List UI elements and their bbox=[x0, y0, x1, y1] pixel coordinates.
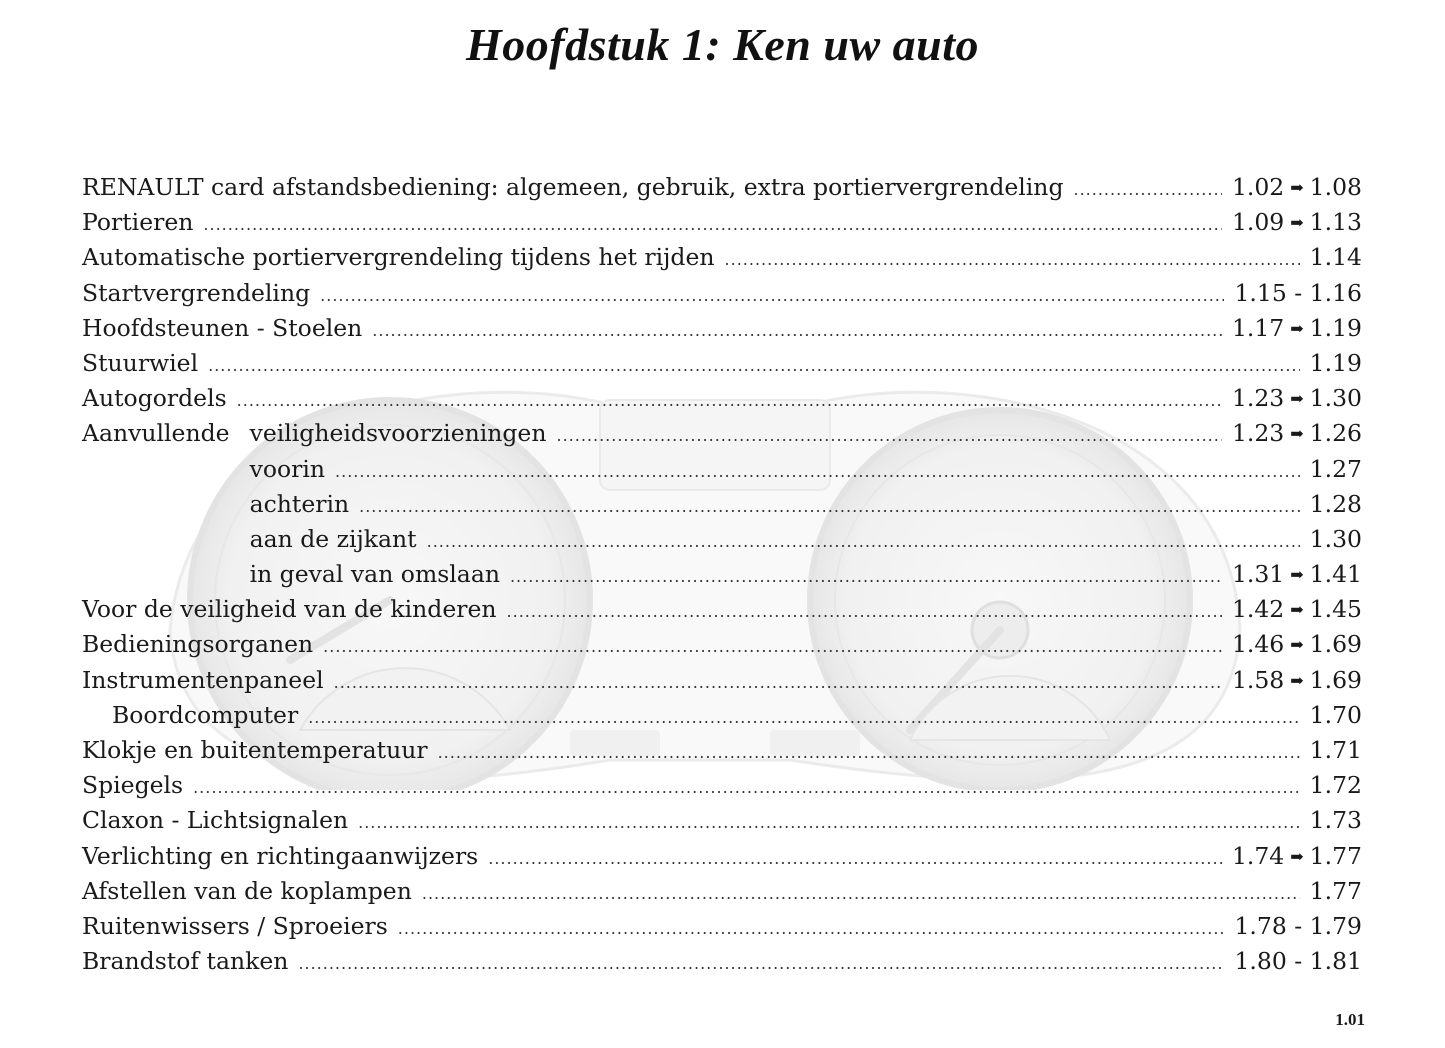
toc-entry bbox=[82, 592, 1362, 627]
toc-entry bbox=[82, 557, 1362, 592]
arrow-right-icon: ➡ bbox=[1290, 565, 1304, 585]
dot-leader bbox=[308, 700, 1299, 735]
toc-entry-label: Startvergrendeling bbox=[82, 278, 311, 307]
dot-leader bbox=[335, 454, 1300, 489]
page-range-separator: - bbox=[1286, 911, 1310, 940]
toc-entry-pages bbox=[1310, 487, 1362, 522]
toc-entry bbox=[82, 803, 1362, 838]
dot-leader bbox=[320, 278, 1224, 313]
page-to: 1.69 bbox=[1309, 630, 1362, 659]
toc-entry-pages bbox=[1310, 803, 1362, 838]
toc-entry bbox=[82, 698, 1362, 733]
page-from: 1.46 bbox=[1231, 630, 1285, 659]
toc-entry-pages bbox=[1310, 698, 1362, 733]
toc-entry-title bbox=[82, 487, 349, 522]
page-to: 1.73 bbox=[1309, 806, 1362, 835]
toc-entry-title bbox=[82, 733, 428, 768]
toc-entry bbox=[82, 663, 1362, 698]
arrow-right-icon: ➡ bbox=[1290, 670, 1304, 690]
toc-entry-pages bbox=[1232, 627, 1362, 662]
page-to: 1.69 bbox=[1309, 665, 1362, 694]
toc-entry-pages bbox=[1232, 170, 1362, 205]
page-to: 1.30 bbox=[1309, 524, 1362, 553]
toc-entry-pages bbox=[1234, 276, 1362, 311]
page-to: 1.77 bbox=[1309, 841, 1362, 870]
arrow-right-icon: ➡ bbox=[1290, 389, 1304, 409]
dot-leader bbox=[398, 911, 1225, 946]
page-from: 1.17 bbox=[1231, 313, 1285, 342]
toc-entry-label: voorin bbox=[249, 454, 326, 483]
toc-entry-title bbox=[82, 276, 310, 311]
table-of-contents bbox=[82, 170, 1362, 979]
page-to: 1.45 bbox=[1309, 595, 1362, 624]
page-to: 1.19 bbox=[1309, 348, 1362, 377]
toc-entry-label: veiligheidsvoorzieningen bbox=[249, 419, 547, 448]
page-to: 1.19 bbox=[1309, 313, 1362, 342]
page-from: 1.23 bbox=[1231, 384, 1285, 413]
page-from: 1.09 bbox=[1231, 208, 1285, 237]
toc-entry-label: Boordcomputer bbox=[112, 700, 299, 729]
page-from: 1.58 bbox=[1231, 665, 1285, 694]
toc-entry-prefix: Aanvullende bbox=[82, 419, 230, 448]
dot-leader bbox=[358, 805, 1300, 840]
toc-entry bbox=[82, 346, 1362, 381]
toc-entry-pages bbox=[1232, 205, 1362, 240]
toc-entry-title bbox=[82, 240, 715, 275]
toc-entry bbox=[82, 487, 1362, 522]
toc-entry-label: aan de zijkant bbox=[249, 524, 417, 553]
toc-entry-pages bbox=[1232, 557, 1362, 592]
toc-entry bbox=[82, 416, 1362, 451]
toc-entry-pages bbox=[1310, 733, 1362, 768]
toc-entry-title bbox=[82, 416, 546, 451]
toc-entry-pages bbox=[1310, 240, 1362, 275]
page-to: 1.77 bbox=[1309, 876, 1362, 905]
dot-leader bbox=[725, 242, 1300, 277]
toc-entry-label: Autogordels bbox=[82, 384, 227, 413]
toc-entry bbox=[82, 452, 1362, 487]
page-number: 1.01 bbox=[1335, 1010, 1365, 1029]
page-from: 1.15 bbox=[1234, 278, 1287, 307]
toc-entry bbox=[82, 276, 1362, 311]
dot-leader bbox=[556, 418, 1221, 453]
dot-leader bbox=[298, 946, 1224, 981]
toc-entry-label: in geval van omslaan bbox=[249, 560, 500, 589]
toc-entry-pages bbox=[1310, 452, 1362, 487]
arrow-right-icon: ➡ bbox=[1290, 318, 1304, 338]
page-to: 1.16 bbox=[1309, 278, 1362, 307]
toc-entry-title bbox=[82, 522, 417, 557]
page-to: 1.30 bbox=[1309, 384, 1362, 413]
toc-entry-pages bbox=[1232, 663, 1362, 698]
page-to: 1.26 bbox=[1309, 419, 1362, 448]
page-to: 1.28 bbox=[1309, 489, 1362, 518]
toc-entry bbox=[82, 874, 1362, 909]
toc-entry-label: Claxon - Lichtsignalen bbox=[82, 806, 349, 835]
dot-leader bbox=[193, 770, 1300, 805]
toc-entry bbox=[82, 627, 1362, 662]
page-from: 1.23 bbox=[1231, 419, 1285, 448]
toc-entry bbox=[82, 170, 1362, 205]
page-from: 1.80 bbox=[1234, 947, 1287, 976]
toc-entry bbox=[82, 909, 1362, 944]
arrow-right-icon: ➡ bbox=[1290, 846, 1304, 866]
toc-entry-title bbox=[82, 170, 1063, 205]
toc-entry-title bbox=[82, 698, 298, 733]
arrow-right-icon: ➡ bbox=[1290, 178, 1304, 197]
dot-leader bbox=[359, 489, 1300, 524]
toc-entry-title bbox=[82, 346, 198, 381]
page-range-separator: - bbox=[1286, 278, 1310, 307]
toc-entry-label: Voor de veiligheid van de kinderen bbox=[82, 595, 497, 624]
toc-entry-pages bbox=[1310, 346, 1362, 381]
toc-entry-label: achterin bbox=[249, 489, 350, 518]
arrow-right-icon: ➡ bbox=[1290, 600, 1304, 620]
page-to: 1.70 bbox=[1309, 700, 1362, 729]
page-to: 1.71 bbox=[1309, 736, 1362, 764]
toc-entry-title bbox=[82, 205, 193, 240]
toc-entry bbox=[82, 205, 1362, 240]
page-from: 1.02 bbox=[1231, 173, 1285, 201]
toc-entry bbox=[82, 768, 1362, 803]
toc-entry-title bbox=[82, 311, 362, 346]
toc-entry-title bbox=[82, 874, 412, 909]
toc-entry-label: Stuurwiel bbox=[82, 348, 199, 377]
toc-entry-title bbox=[82, 663, 324, 698]
page-from: 1.78 bbox=[1234, 911, 1287, 940]
toc-entry bbox=[82, 381, 1362, 416]
page-to: 1.08 bbox=[1309, 173, 1362, 201]
dot-leader bbox=[507, 594, 1222, 629]
page-from: 1.31 bbox=[1231, 560, 1285, 589]
page-to: 1.79 bbox=[1309, 911, 1362, 940]
toc-entry-title bbox=[82, 839, 478, 874]
page-to: 1.72 bbox=[1309, 771, 1362, 800]
toc-entry bbox=[82, 240, 1362, 275]
arrow-right-icon: ➡ bbox=[1290, 213, 1304, 233]
toc-entry-label: Klokje en buitentemperatuur bbox=[82, 736, 428, 764]
toc-entry-label: Hoofdsteunen - Stoelen bbox=[82, 313, 363, 342]
toc-entry-pages bbox=[1232, 311, 1362, 346]
toc-entry bbox=[82, 311, 1362, 346]
dot-leader bbox=[1073, 172, 1221, 207]
dot-leader bbox=[237, 383, 1222, 418]
page-from: 1.74 bbox=[1231, 841, 1285, 870]
arrow-right-icon: ➡ bbox=[1290, 635, 1304, 655]
toc-entry-label: Ruitenwissers / Sproeiers bbox=[82, 911, 388, 940]
toc-entry bbox=[82, 522, 1362, 557]
toc-entry-title bbox=[82, 557, 500, 592]
dot-leader bbox=[510, 559, 1222, 594]
dot-leader bbox=[427, 524, 1300, 559]
toc-entry-title bbox=[82, 452, 325, 487]
dot-leader bbox=[208, 348, 1300, 383]
toc-entry-title bbox=[82, 592, 497, 627]
toc-entry-label: RENAULT card afstandsbediening: algemeen, gebruik, extra portiervergrendeling bbox=[82, 173, 1064, 201]
page-to: 1.27 bbox=[1309, 454, 1362, 483]
toc-entry-label: Afstellen van de koplampen bbox=[82, 876, 412, 905]
dot-leader bbox=[334, 665, 1222, 700]
toc-entry-pages bbox=[1232, 839, 1362, 874]
page-from: 1.42 bbox=[1231, 595, 1285, 624]
dot-leader bbox=[323, 629, 1222, 664]
toc-entry-pages bbox=[1234, 944, 1362, 979]
toc-entry-title bbox=[82, 768, 183, 803]
toc-entry-label: Spiegels bbox=[82, 771, 184, 800]
toc-entry-label: Verlichting en richtingaanwijzers bbox=[82, 841, 479, 870]
toc-entry bbox=[82, 944, 1362, 979]
toc-entry bbox=[82, 733, 1362, 768]
toc-entry-label: Instrumentenpaneel bbox=[82, 665, 324, 694]
toc-entry-title bbox=[82, 944, 288, 979]
toc-entry-title bbox=[82, 627, 313, 662]
arrow-right-icon: ➡ bbox=[1290, 424, 1304, 444]
chapter-title: Hoofdstuk 1: Ken uw auto bbox=[466, 19, 979, 70]
toc-entry-label: Brandstof tanken bbox=[82, 947, 289, 976]
page-range-separator: - bbox=[1286, 947, 1310, 976]
toc-entry-label: Automatische portiervergrendeling tijdens het rijden bbox=[82, 243, 715, 272]
toc-entry-label: Portieren bbox=[82, 208, 194, 237]
toc-entry-pages bbox=[1232, 592, 1362, 627]
page-to: 1.41 bbox=[1309, 560, 1362, 589]
toc-entry-title bbox=[82, 803, 348, 838]
dot-leader bbox=[372, 313, 1222, 348]
dot-leader bbox=[203, 207, 1222, 242]
dot-leader bbox=[438, 735, 1300, 770]
dot-leader bbox=[488, 841, 1222, 876]
dot-leader bbox=[422, 876, 1300, 911]
page-to: 1.13 bbox=[1309, 208, 1362, 237]
toc-entry bbox=[82, 839, 1362, 874]
toc-entry-pages bbox=[1310, 522, 1362, 557]
toc-entry-pages bbox=[1234, 909, 1362, 944]
toc-entry-label: Bedieningsorganen bbox=[82, 630, 314, 659]
toc-entry-title bbox=[82, 909, 388, 944]
page-to: 1.14 bbox=[1309, 243, 1362, 272]
page-to: 1.81 bbox=[1309, 947, 1362, 976]
toc-entry-pages bbox=[1232, 381, 1362, 416]
toc-entry-pages bbox=[1232, 416, 1362, 451]
toc-entry-title bbox=[82, 381, 227, 416]
toc-entry-pages bbox=[1310, 768, 1362, 803]
toc-entry-pages bbox=[1310, 874, 1362, 909]
